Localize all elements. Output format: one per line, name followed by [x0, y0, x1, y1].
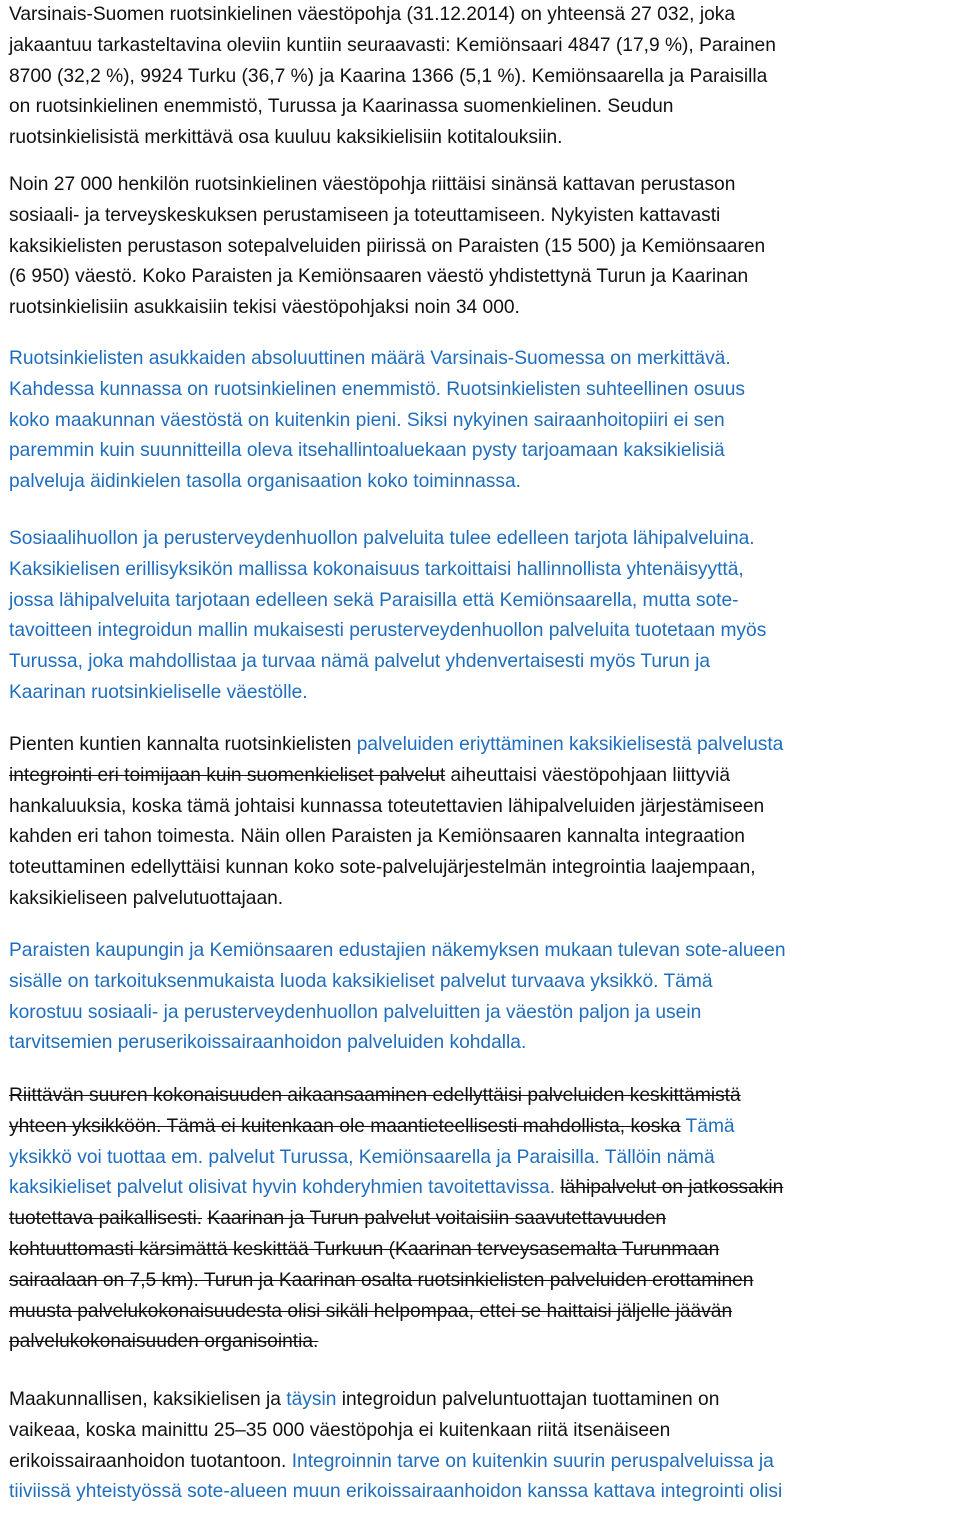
struck-text: sairaalaan on 7,5 km). Turun ja Kaarinan osalta ruotsinkielisten palveluiden erottaminen [9, 1269, 754, 1291]
text-segment: ruotsinkielisiin asukkaisiin tekisi väestöpohjaksi noin 34 000. [9, 297, 520, 319]
struck-text: kohtuuttomasti kärsimättä keskittää Turkuun (Kaarinan terveysasemalta Turunmaan [9, 1238, 720, 1260]
text-segment: Varsinais-Suomen ruotsinkielinen väestöpohja (31.12.2014) on yhteensä 27 032, joka [9, 4, 736, 25]
highlighted-text: Paraisten kaupungin ja Kemiönsaaren edustajien näkemyksen mukaan tulevan sote-alueen [9, 940, 786, 961]
paragraph-regional-producer [9, 1385, 959, 1508]
highlighted-text: Turussa, joka mahdollistaa ja turvaa nämä palvelut yhdenvertaisesti myös Turun ja [9, 651, 711, 673]
text-line [9, 792, 959, 823]
text-line [9, 884, 959, 915]
highlighted-text: Kaksikielisen erillisyksikön mallissa kokonaisuus tarkoittaisi hallinnollista yhtenäisyyttä, [9, 558, 744, 580]
text-line [9, 232, 959, 263]
text-segment: hankaluuksia, koska tämä johtaisi kunnassa toteutettavien lähipalveluiden järjestämiseen [9, 795, 765, 817]
highlighted-text: korostuu sosiaali- ja perusterveydenhuollon palveluitten ja väestön paljon ja usein [9, 1001, 702, 1023]
text-segment: kahden eri tahon toimesta. Näin ollen Paraisten ja Kemiönsaaren kannalta integraation [9, 826, 745, 848]
text-line [9, 586, 959, 617]
text-segment: kaksikielisten perustason sotepalveluiden piirissä on Paraisten (15 500) ja Kemiönsaaren [9, 235, 766, 257]
text-line [9, 1327, 959, 1358]
text-line [9, 31, 959, 62]
highlighted-text: kaksikieliset palvelut olisivat hyvin kohderyhmien tavoitettavissa. [9, 1177, 556, 1199]
highlighted-text: yksikkö voi tuottaa em. palvelut Turussa, Kemiönsaarella ja Paraisilla. Tällöin nämä [9, 1146, 715, 1168]
text-line [9, 467, 959, 498]
text-line [9, 1447, 959, 1478]
text-line [9, 1112, 959, 1143]
struck-text: Kaarinan ja Turun palvelut voitaisiin saavutettavuuden [207, 1208, 667, 1230]
text-line [9, 1204, 959, 1235]
text-line [9, 62, 959, 93]
highlighted-text: täysin [286, 1389, 337, 1410]
highlighted-text: Kaarinan ruotsinkieliselle väestölle. [9, 681, 308, 703]
text-segment: jakaantuu tarkasteltavina oleviin kuntiin seuraavasti: Kemiönsaari 4847 (17,9 %), Parainen [9, 34, 776, 56]
text-line [9, 1081, 959, 1112]
text-line [9, 1477, 959, 1508]
text-line [9, 1416, 959, 1447]
text-line [9, 678, 959, 709]
paragraph-absolute-number [9, 344, 959, 498]
struck-text: palvelukokonaisuuden organisointia. [9, 1331, 319, 1353]
text-line [9, 761, 959, 792]
text-line [9, 1297, 959, 1328]
highlighted-text: koko maakunnan väestöstä on kuitenkin pieni. Siksi nykyinen sairaanhoitopiiri ei sen [9, 409, 725, 431]
struck-text: yhteen yksikköön. Tämä ei kuitenkaan ole maantieteellisesti mahdollista, koska [9, 1115, 681, 1137]
text-segment: vaikeaa, koska mainittu 25–35 000 väestöpohja ei kuitenkaan riitä itsenäiseen [9, 1419, 671, 1441]
text-segment: aiheuttaisi väestöpohjaan liittyviä [445, 764, 731, 786]
text-segment: 8700 (32,2 %), 9924 Turku (36,7 %) ja Kaarina 1366 (5,1 %). Kemiönsaarella ja Paraisilla [9, 65, 768, 87]
highlighted-text: sisälle on tarkoituksenmukaista luoda kaksikieliset palvelut turvaava yksikkö. Tämä [9, 970, 713, 992]
text-segment: Pienten kuntien kannalta ruotsinkielisten [9, 734, 357, 755]
text-line [9, 616, 959, 647]
text-line [9, 524, 959, 555]
struck-text: lähipalvelut on jatkossakin [560, 1177, 784, 1199]
text-line [9, 92, 959, 123]
text-line [9, 936, 959, 967]
struck-text: Riittävän suuren kokonaisuuden aikaansaaminen edellyttäisi palveluiden keskittämistä [9, 1085, 741, 1106]
text-line [9, 1235, 959, 1266]
text-line [9, 375, 959, 406]
text-segment: integroidun palveluntuottajan tuottaminen on [336, 1389, 720, 1410]
text-segment: kaksikieliseen palvelutuottajaan. [9, 887, 284, 909]
text-line [9, 647, 959, 678]
text-segment: toteuttaminen edellyttäisi kunnan koko sote-palvelujärjestelmän integrointia laajempaan, [9, 857, 756, 879]
text-segment: Noin 27 000 henkilön ruotsinkielinen väestöpohja riittäisi sinänsä kattavan perustason [9, 174, 736, 195]
text-line [9, 123, 959, 154]
text-segment: erikoissairaanhoidon tuotantoon. [9, 1450, 292, 1472]
highlighted-text: jossa lähipalveluita tarjotaan edelleen sekä Paraisilla että Kemiönsaarella, mutta sote- [9, 589, 739, 611]
text-line [9, 1173, 959, 1204]
text-line [9, 1028, 959, 1059]
text-line [9, 998, 959, 1029]
highlighted-text: Ruotsinkielisten asukkaiden absoluuttinen määrä Varsinais-Suomessa on merkittävä. [9, 348, 731, 369]
text-line [9, 0, 959, 31]
struck-text: integrointi eri toimijaan kuin suomenkieliset palvelut [9, 764, 446, 786]
text-line [9, 1143, 959, 1174]
struck-text: tuotettava paikallisesti. [9, 1208, 203, 1230]
paragraph-population-sufficiency [9, 170, 959, 324]
text-segment: sosiaali- ja terveyskeskuksen perustamiseen ja toteuttamiseen. Nykyisten kattavasti [9, 204, 721, 226]
text-line [9, 1385, 959, 1416]
text-line [9, 170, 959, 201]
text-line [9, 730, 959, 761]
text-segment: ruotsinkielisistä merkittävä osa kuuluu kaksikielisiin kotitalouksiin. [9, 127, 563, 149]
highlighted-text: tarvitsemien peruserikoissairaanhoidon palveluiden kohdalla. [9, 1032, 527, 1054]
paragraph-local-services [9, 524, 959, 709]
paragraph-small-municipalities [9, 730, 959, 915]
paragraph-centralisation [9, 1081, 959, 1358]
text-line [9, 406, 959, 437]
highlighted-text: palveluiden eriyttäminen kaksikielisestä palvelusta [356, 734, 784, 755]
text-segment: Maakunnallisen, kaksikielisen ja [9, 1389, 287, 1410]
highlighted-text: Tämä [680, 1115, 735, 1137]
highlighted-text: Sosiaalihuollon ja perusterveydenhuollon palveluita tulee edelleen tarjota lähipalveluina. [9, 528, 755, 549]
text-line [9, 555, 959, 586]
highlighted-text: paremmin kuin suunnitteilla oleva itsehallintoaluekaan pysty tarjoamaan kaksikielisiä [9, 440, 725, 462]
struck-text: muusta palvelukokonaisuudesta olisi sikäli helpompaa, ettei se haittaisi jäljelle jäävän [9, 1300, 733, 1322]
paragraph-stakeholder-view [9, 936, 959, 1059]
paragraph-population-base [9, 0, 959, 154]
text-line [9, 201, 959, 232]
text-line [9, 967, 959, 998]
text-segment: (6 950) väestö. Koko Paraisten ja Kemiönsaaren väestö yhdistettynä Turun ja Kaarinan [9, 266, 749, 288]
text-segment: on ruotsinkielinen enemmistö, Turussa ja Kaarinassa suomenkielinen. Seudun [9, 96, 674, 118]
text-line [9, 293, 959, 324]
text-line [9, 822, 959, 853]
highlighted-text: palveluja äidinkielen tasolla organisaation koko toiminnassa. [9, 471, 521, 493]
text-line [9, 853, 959, 884]
text-line [9, 1266, 959, 1297]
highlighted-text: Integroinnin tarve on kuitenkin suurin peruspalveluissa ja [291, 1450, 774, 1472]
text-line [9, 344, 959, 375]
highlighted-text: Kahdessa kunnassa on ruotsinkielinen enemmistö. Ruotsinkielisten suhteellinen osuus [9, 378, 745, 400]
highlighted-text: tavoitteen integroidun mallin mukaisesti perusterveydenhuollon palveluita tuotetaan myös [9, 620, 767, 642]
highlighted-text: tiiviissä yhteistyössä sote-alueen muun erikoissairaanhoidon kanssa kattava integrointi olisi [9, 1481, 783, 1503]
text-line [9, 262, 959, 293]
text-line [9, 436, 959, 467]
